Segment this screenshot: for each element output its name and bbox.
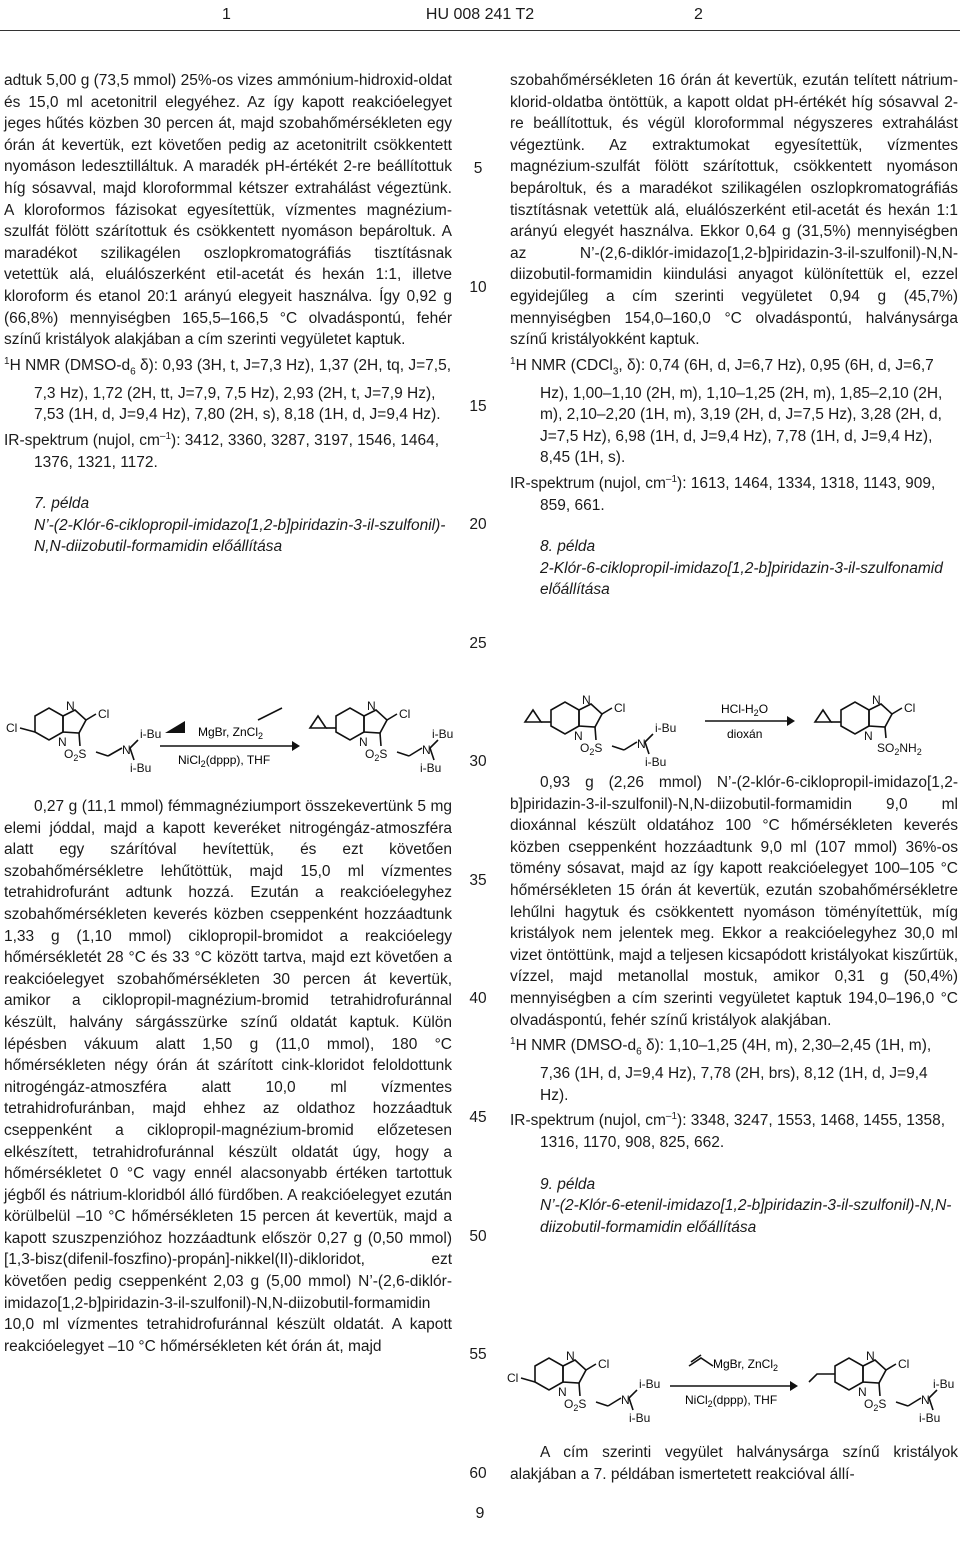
example-number: 8. példa: [540, 538, 596, 556]
line-number: 5: [473, 160, 483, 177]
example-number: 7. példa: [34, 495, 90, 513]
left-column-bottom: [4, 796, 452, 1357]
ir-data: IR-spektrum (nujol, $cm^{-1}$): 3348, 3247, 1553, 1468, 1455, 1358, 1316, 1170, 908, 825, 662.: [510, 1111, 946, 1151]
example-number: 9. példa: [540, 1175, 596, 1193]
svg-text:O2S: $O_2S$: [580, 741, 603, 757]
line-number: 20: [469, 516, 487, 533]
svg-text:N: N: [367, 699, 376, 713]
svg-text:N: N: [359, 735, 368, 749]
reaction-scheme-9: [505, 1338, 960, 1428]
svg-text:i-Bu: i-Bu: [655, 721, 677, 735]
reaction-scheme-8: [505, 676, 960, 769]
nmr-data: $^1$H NMR ($DMSO-d_6$ δ): 1,10–1,25 (4H, m), 2,30–2,45 (1H, m), 7,36 (1H, d, J=9,4 Hz), 7,78 (2H, brs), 8,12 (1H, d, J=9,4 Hz).: [510, 1036, 932, 1104]
right-column-top: [510, 70, 958, 601]
reagent-label: HCl-$H_2O$: [721, 702, 769, 718]
svg-text:Cl: Cl: [6, 721, 18, 735]
cyclopropyl-icon: [165, 721, 185, 733]
svg-text:N: N: [574, 729, 583, 743]
svg-text:N: N: [422, 743, 431, 757]
line-number: 25: [469, 635, 487, 652]
svg-text:O2S: $O_2S$: [64, 747, 87, 763]
reaction-scheme-7: [0, 688, 460, 778]
svg-text:Cl: Cl: [507, 1371, 519, 1385]
line-number: 10: [469, 279, 487, 296]
example-title: 2-Klór-6-ciklopropil-imidazo[1,2-b]piridazin-3-il-szulfonamid előállítása: [540, 559, 943, 599]
svg-text:i-Bu: i-Bu: [629, 1411, 651, 1425]
page-number-left: 1: [222, 6, 231, 23]
svg-text:i-Bu: i-Bu: [432, 727, 454, 741]
example-title: N’-(2-Klór-6-ciklopropil-imidazo[1,2-b]piridazin-3-il-szulfonil)-N,N-diizobutil-formamidin előállítása: [34, 516, 446, 556]
svg-text:i-Bu: i-Bu: [933, 1377, 955, 1391]
right-column-end: [510, 1442, 958, 1485]
svg-text:Cl: Cl: [898, 1357, 910, 1371]
svg-text:N: N: [921, 1393, 930, 1407]
svg-text:N: N: [582, 693, 591, 707]
reagent-label: MgBr, ZnCl$_2$: [198, 725, 264, 741]
reagent-label: NiCl$_2$(dppp), THF: [685, 1393, 778, 1409]
paragraph: adtuk 5,00 g (73,5 mmol) 25%-os vizes ammónium-hidroxid-oldat és 15,0 ml acetonitril elegyéhez. Az így kapott reakcióelegyet jeges hűtés közben 30 percen át, majd szobahőmérsékleten egy órán át kevertük, ezt követően pedig az acetonitrilt csökkentett nyomáson ledesztilláltuk. A maradék pH-értékét 2-re beállítottuk híg sósavval, majd kloroformmal kétszer extrahálást végeztünk. A kloroformos fázisokat egyesítettük, vízmentes magnézium-szulfát fölött szárítottuk és csökkentett nyomáson bepároltuk. A maradékot szilikagélen oszlopkromatográfiás tisztításnak vetettük alá, eluálószerként etil-acetát és hexán 1:1, illetve kloroform és etanol 20:1 arányú elegyeit használva. Így 0,92 g (66,8%) mennyiségben 165,5–166,5 °C olvadáspontú, fehér színű kristályok alakjában a cím szerinti vegyületet kaptuk.: [4, 72, 452, 349]
svg-text:N: N: [566, 1349, 575, 1363]
header-rule: [0, 30, 960, 31]
svg-text:N: N: [621, 1393, 630, 1407]
svg-text:Cl: Cl: [98, 707, 110, 721]
ir-data: IR-spektrum (nujol, $cm^{-1}$): 1613, 1464, 1334, 1318, 1143, 909, 859, 661.: [510, 473, 936, 514]
svg-text:Cl: Cl: [614, 701, 626, 715]
svg-text:O2S: $O_2S$: [365, 747, 388, 763]
paragraph: A cím szerinti vegyület halványsárga színű kristályok alakjában a 7. példában ismertetett reakcióval állí-: [510, 1444, 958, 1483]
svg-text:N: N: [558, 1385, 567, 1399]
svg-text:N: N: [58, 735, 67, 749]
paragraph: szobahőmérsékleten 16 órán át kevertük, ezután telített nátrium-klorid-oldatba öntöttük, a kapott oldat pH-értékét híg sósavval 2-re beállítottuk, és végül kloroformmal négyszeres extrahálást végeztünk. Az extraktumokat egyesítettük, vízmentes magnézium-szulfát fölött szárítottuk, csökkentett nyomáson bepároltuk, és a maradékot szilikagélen oszlopkromatográfiás tisztításnak vetettük alá, eluálószerként etil-acetát és hexán 1:1 arányú elegyét használva. Ekkor 0,64 g (31,5%) mennyiségben az N’-(2,6-diklór-imidazo[1,2-b]piridazin-3-il-szulfonil)-N,N-diizobutil-formamidin kiindulási anyagot különítettük el, ezzel egyidejűleg a cím szerinti vegyületet 0,94 g (45,7%) mennyiségben 154,0–160,0 °C olvadáspontú, halványsárga színű kristályokként kaptuk.: [510, 72, 958, 349]
right-column-bottom: [510, 772, 958, 1238]
svg-text:i-Bu: i-Bu: [645, 755, 667, 769]
page-number: 9: [475, 1505, 485, 1522]
line-number: 40: [469, 990, 487, 1007]
line-number: 60: [469, 1465, 487, 1482]
svg-text:i-Bu: i-Bu: [420, 761, 442, 775]
reagent-label: MgBr, ZnCl$_2$: [713, 1357, 779, 1373]
reagent-label: NiCl$_2$(dppp), THF: [178, 753, 271, 769]
svg-text:O2S: $O_2S$: [564, 1397, 587, 1413]
reagent-label: dioxán: [727, 727, 763, 741]
svg-text:Cl: Cl: [399, 707, 411, 721]
svg-text:N: N: [858, 1385, 867, 1399]
svg-text:N: N: [866, 1349, 875, 1363]
nmr-data: $^1$H NMR (CDCl$_3$, δ): 0,74 (6H, d, J=6,7 Hz), 0,95 (6H, d, J=6,7 Hz), 1,00–1,10 (2H, m), 1,10–1,25 (2H, m), 1,85–2,10 (2H, m), 2,10–2,20 (1H, m), 3,19 (2H, d, J=7,5 Hz), 3,28 (2H, d, J=7,5 Hz), 6,98 (1H, d, J=9,4 Hz), 7,78 (1H, d, J=9,4 Hz), 8,45 (1H, s).: [510, 355, 943, 467]
svg-text:O2S: $O_2S$: [864, 1397, 887, 1413]
nmr-data: $^1$H NMR ($DMSO-d_6$ δ): 0,93 (3H, t, J=7,3 Hz), 1,37 (2H, tq, J=7,5, 7,3 Hz), 1,72 (2H, tt, J=7,9, 7,5 Hz), 2,93 (2H, t, J=7,9 Hz), 7,53 (1H, d, J=9,4 Hz), 7,80 (2H, s), 8,18 (1H, d, J=9,4 Hz).: [4, 355, 452, 424]
svg-text:N: N: [637, 737, 646, 751]
svg-text:Cl: Cl: [904, 701, 916, 715]
svg-text:i-Bu: i-Bu: [639, 1377, 661, 1391]
svg-text:i-Bu: i-Bu: [130, 761, 152, 775]
svg-text:N: N: [864, 729, 873, 743]
svg-text:i-Bu: i-Bu: [140, 727, 162, 741]
patent-number: HU 008 241 T2: [425, 6, 535, 23]
line-number: 55: [469, 1346, 487, 1363]
svg-text:i-Bu: i-Bu: [919, 1411, 941, 1425]
page-number-right: 2: [694, 6, 703, 23]
svg-text:N: N: [122, 743, 131, 757]
svg-text:N: N: [66, 699, 75, 713]
line-number: 45: [469, 1109, 487, 1126]
left-column-top: [4, 70, 452, 558]
ir-data: IR-spektrum (nujol, $cm^{-1}$): 3412, 3360, 3287, 3197, 1546, 1464, 1376, 1321, 1172.: [4, 430, 440, 471]
svg-text:SO2NH2: $SO_2NH_2$: [877, 741, 922, 757]
svg-text:N: N: [872, 693, 881, 707]
paragraph: 0,27 g (11,1 mmol) fémmagnéziumport összekevertünk 5 mg elemi jóddal, majd a kapott keveréket nitrogéngáz-atmoszféra alatt egy szárítóval hevítettük, és ezt követően szobahőmérsékletre lehűtöttük, majd 15,0 ml vízmentes tetrahidrofuránt adtunk hozzá. Ezután a reakcióelegyhez szobahőmérsékleten keverés közben cseppenként hozzáadtunk 1,33 g (1,10 mmol) ciklopropil-bromidot a reakcióelegy hőmérsékletét 28 °C és 33 °C között tartva, majd ezt követően a reakcióelegyet szobahőmérsékleten 30 percen át kevertük, amikor a ciklopropil-magnézium-bromid tetrahidrofuránnal készült, halvány sárgásszürke színű oldatát kaptuk. Külön lépésben vákuum alatt 1,50 g (11,0 mmol), 180 °C hőmérsékleten négy órán át szárított cink-kloridot feloldottunk nitrogéngáz-atmoszféra alatt 10,0 ml vízmentes tetrahidrofuránban, majd ehhez az oldathoz hozzáadtuk cseppenként a ciklopropil-magnézium-bromid előzetesen elkészített, tetrahidrofuránnal készült oldatát úgy, hogy a hőmérsékletet 0 °C vagy ennél alacsonyabb értéken tartottuk jégből és nátrium-kloridból álló fürdőben. A reakcióelegyet ezután körülbelül –10 °C hőmérsékleten 15 percen át kevertük, majd a kapott szuszpenzióhoz hozzáadtunk először 0,27 g (0,50 mmol) [1,3-bisz(difenil-foszfino)-propán]-nikkel(II)-dikloridot, ezt követően pedig cseppenként 2,03 g (5,00 mmol) N’-(2,6-diklór-imidazo[1,2-b]piridazin-3-il-szulfonil)-N,N-diizobutil-formamidin 10,0 ml vízmentes tetrahidrofuránnal készült oldatát. A kapott reakcióelegyet –10 °C hőmérsékleten két órán át, majd: [4, 798, 452, 1355]
paragraph: 0,93 g (2,26 mmol) N’-(2-klór-6-ciklopropil-imidazo[1,2-b]piridazin-3-il-szulfonil)-N,N-diizobutil-formamidin 9,0 ml dioxánnal készült oldatához 100 °C hőmérsékleten keverés közben cseppenként hozzáadtunk 9,0 ml (107 mmol) 36%-os tömény sósavat, majd az így kapott reakcióelegyet 100–105 °C hőmérsékleten 15 órán át kevertük, ezután szobahőmérsékletre lehűlni hagytuk és csökkentett nyomáson töményítettük, míg kristályok nem jelentek meg. Ekkor a reakcióelegyhez 30,0 ml vizet öntöttünk, majd a teljesen kicsapódott kristályokat kiszűrtük, vízzel, majd metanollal mostuk, amikor 0,31 g (50,4%) mennyiségben a cím szerinti vegyületet kaptuk 194,0–196,0 °C olvadáspontú, fehér színű kristályok alakjában.: [510, 774, 958, 1029]
line-number: 15: [469, 398, 487, 415]
line-number: 35: [469, 872, 487, 889]
line-number: 50: [469, 1228, 487, 1245]
line-number: 30: [469, 753, 487, 770]
example-title: N’-(2-Klór-6-etenil-imidazo[1,2-b]piridazin-3-il-szulfonil)-N,N-diizobutil-formamidin előállítása: [540, 1197, 952, 1236]
svg-text:Cl: Cl: [598, 1357, 610, 1371]
